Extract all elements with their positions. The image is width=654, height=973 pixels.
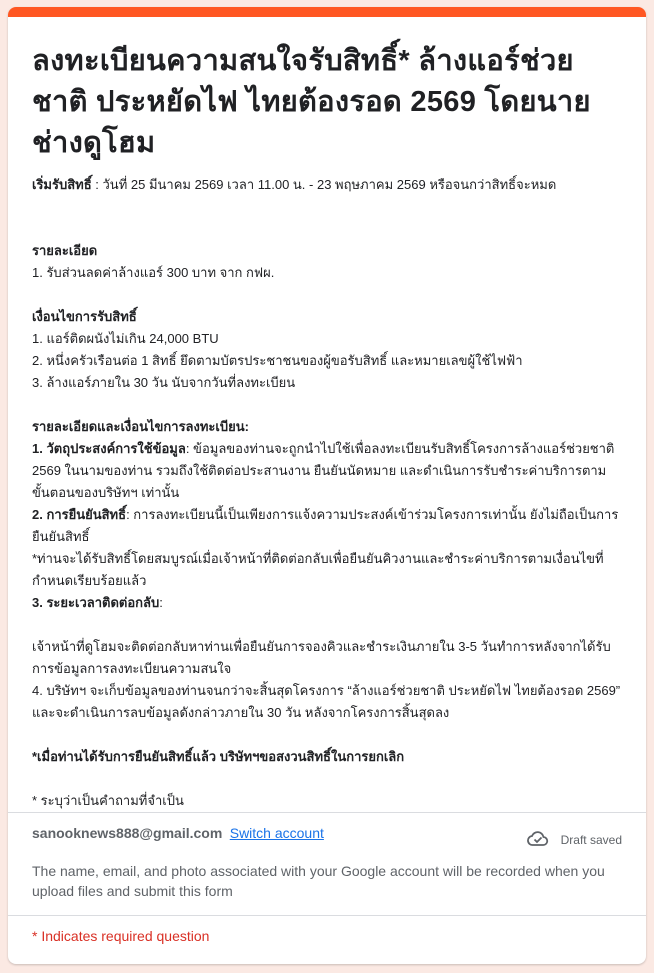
description-line [32,218,622,240]
description-text: 1. แอร์ติดผนังไม่เกิน 24,000 BTU [32,331,219,346]
description-text: * ระบุว่าเป็นคำถามที่จำเป็น [32,793,184,808]
description-line [32,306,622,328]
description-line [32,350,622,372]
description-line [32,328,622,350]
cloud-check-icon [527,829,549,850]
description-bold-text: รายละเอียดและเงื่อนไขการลงทะเบียน: [32,419,249,434]
description-line [32,768,622,790]
description-text: : การลงทะเบียนนี้เป็นเพียงการแจ้งความประสงค์เข้าร่วมโครงการเท่านั้น ยังไม่ถือเป็นการยืนยันสิทธิ์ [32,507,619,544]
description-line [32,416,622,438]
draft-saved-text: Draft saved [560,832,622,847]
description-text: 3. ล้างแอร์ภายใน 30 วัน นับจากวันที่ลงทะเบียน [32,375,296,390]
description-line [32,724,622,746]
description-bold-text: รายละเอียด [32,243,98,258]
description-text: : [159,595,163,610]
description-line [32,636,622,680]
description-line [32,262,622,284]
description-line [32,790,622,812]
form-description [32,174,622,812]
account-section [8,813,646,915]
description-line [32,372,622,394]
description-bold-text: 3. ระยะเวลาติดต่อกลับ [32,595,160,610]
description-bold-text: เริ่มรับสิทธิ์ [32,177,92,192]
description-text: เจ้าหน้าที่ดูโฮมจะติดต่อกลับหาท่านเพื่อยืนยันการจองคิวและชำระเงินภายใน 3-5 วันทำการหลังจากได้รับการข้อมูลการลงทะเบียนความสนใจ [32,639,611,676]
description-line [32,592,622,614]
description-text: 4. บริษัทฯ จะเก็บข้อมูลของท่านจนกว่าจะสิ้นสุดโครงการ “ล้างแอร์ช่วยชาติ ประหยัดไฟ ไทยต้องรอด 2569” และจะดำเนินการลบข้อมูลดังกล่าวภายใน 30 วัน หลังจากโครงการสิ้นสุดลง [32,683,621,720]
switch-account-link[interactable]: Switch account [229,825,324,841]
required-question-note: * Indicates required question [32,928,210,944]
description-text: 2. หนึ่งครัวเรือนต่อ 1 สิทธิ์ ยึดตามบัตรประชาชนของผู้ขอรับสิทธิ์ และหมายเลขผู้ใช้ไฟฟ้า [32,353,523,368]
description-line [32,394,622,416]
description-line [32,196,622,218]
description-line [32,548,622,592]
description-line [32,284,622,306]
description-bold-text: *เมื่อท่านได้รับการยืนยันสิทธิ์แล้ว บริษัทฯขอสงวนสิทธิ์ในการยกเลิก [32,749,405,764]
description-line [32,614,622,636]
description-line [32,438,622,504]
draft-status [527,829,622,850]
description-line [32,504,622,548]
description-line [32,240,622,262]
description-bold-text: เงื่อนไขการรับสิทธิ์ [32,309,137,324]
description-line [32,746,622,768]
account-email: sanooknews888@gmail.com [32,825,223,841]
description-line [32,680,622,724]
account-recording-notice: The name, email, and photo associated with your Google account will be recorded when you upload files and submit this form [32,863,605,899]
description-text: : ข้อมูลของท่านจะถูกนำไปใช้เพื่อลงทะเบียนรับสิทธิ์โครงการล้างแอร์ช่วยชาติ 2569 ในนามของท่าน รวมถึงใช้ติดต่อประสานงาน ยืนยันนัดหมาย และดำเนินการรับชำระค่าบริการตามขั้นตอนของบริษัทฯ เท่านั้น [32,441,615,500]
description-text: 1. รับส่วนลดค่าล้างแอร์ 300 บาท จาก กฟผ. [32,265,275,280]
form-header-card [8,7,646,964]
description-line [32,174,622,196]
description-bold-text: 2. การยืนยันสิทธิ์ [32,507,127,522]
form-title: ลงทะเบียนความสนใจรับสิทธิ์* ล้างแอร์ช่วยชาติ ประหยัดไฟ ไทยต้องรอด 2569 โดยนายช่างดูโฮม [32,45,591,159]
description-bold-text: 1. วัตถุประสงค์การใช้ข้อมูล [32,441,186,456]
theme-accent-bar [8,7,646,17]
description-text: *ท่านจะได้รับสิทธิ์โดยสมบูรณ์เมื่อเจ้าหน้าที่ติดต่อกลับเพื่อยืนยันคิวงานและชำระค่าบริการตามเงื่อนไขที่กำหนดเรียบร้อยแล้ว [32,551,604,588]
description-text: : วันที่ 25 มีนาคม 2569 เวลา 11.00 น. - 23 พฤษภาคม 2569 หรือจนกว่าสิทธิ์จะหมด [91,177,557,192]
